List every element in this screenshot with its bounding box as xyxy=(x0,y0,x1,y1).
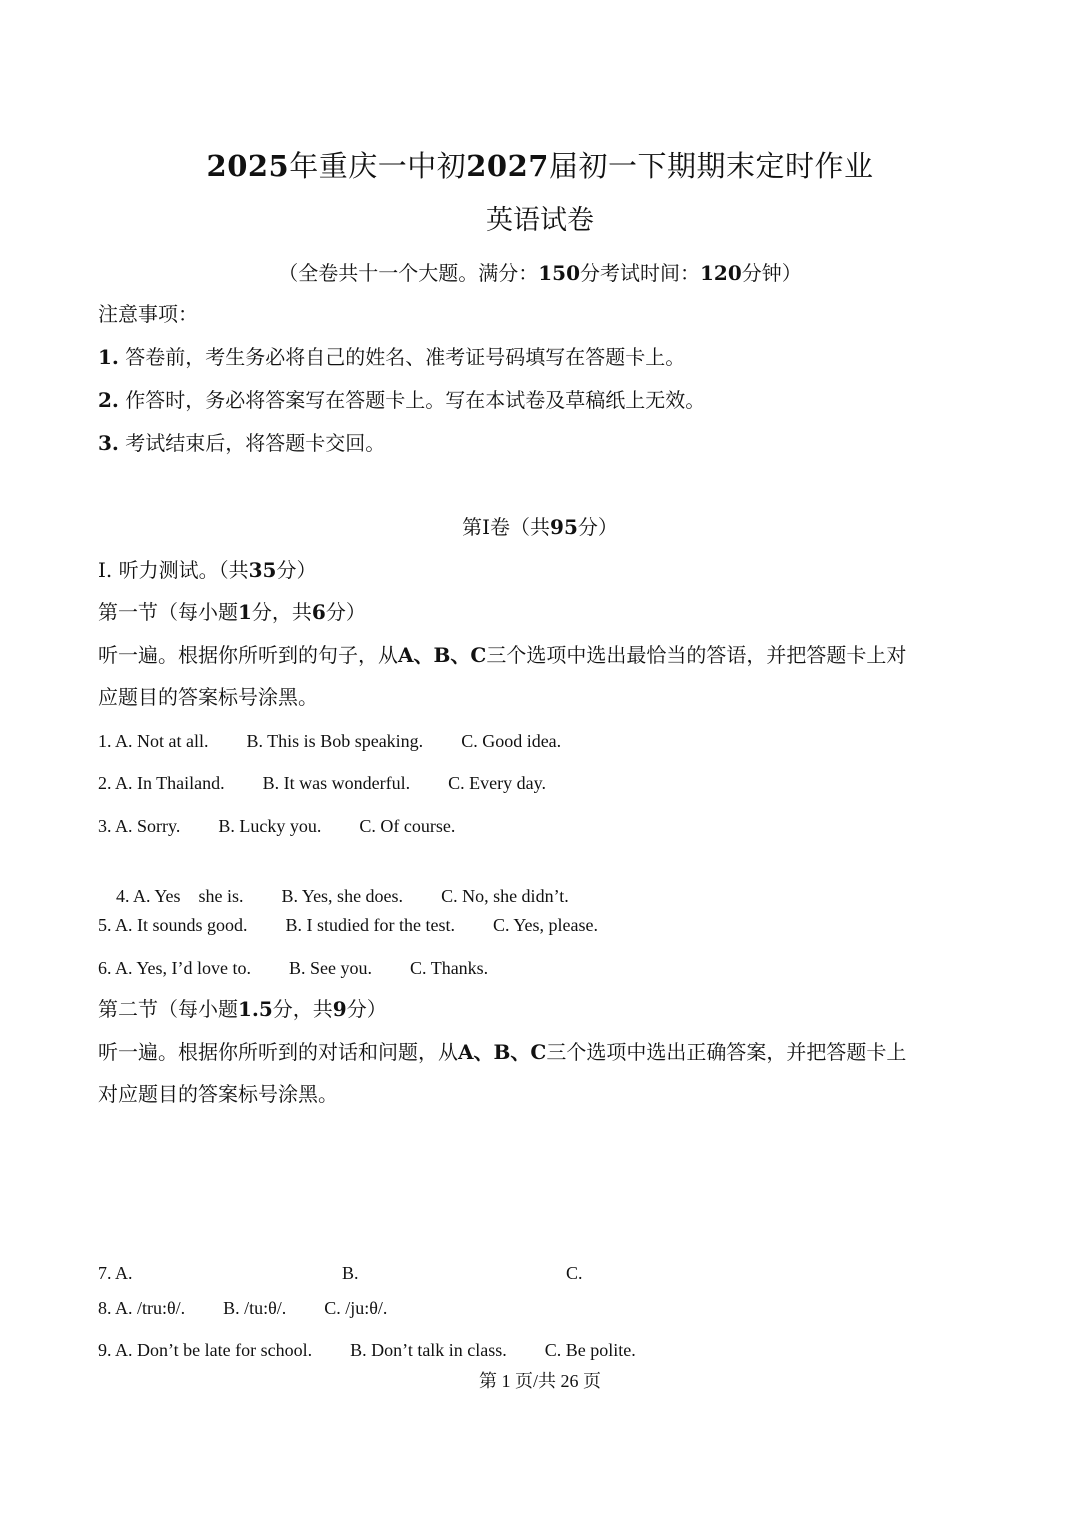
exam-info-text-2: 分考试时间： xyxy=(580,261,700,285)
note-item xyxy=(98,385,705,415)
option-a: 5. A. It sounds good. xyxy=(98,915,248,935)
option-c: C. /ju:θ/. xyxy=(324,1298,388,1318)
section2-total-score: 9 xyxy=(332,997,347,1021)
option-c: C. Thanks. xyxy=(410,958,489,978)
title-text-2: 届初一下期期末定时作业 xyxy=(548,149,874,183)
option-c: C. Good idea. xyxy=(461,731,562,751)
note-text: 考试结束后，将答题卡交回。 xyxy=(125,431,386,455)
option-c: C. No, she didn’t. xyxy=(441,886,569,906)
section2-instruction xyxy=(98,1037,906,1067)
page-footer: 第 1 页/共 26 页 xyxy=(478,1371,601,1391)
question-row xyxy=(98,954,488,982)
volume-score: 95 xyxy=(550,515,578,539)
part-text-2: 分） xyxy=(276,558,317,582)
instruction-text: 听一遍。根据你所听到的句子，从 xyxy=(98,643,398,667)
note-number: 3. xyxy=(98,431,119,455)
section1-head-text: 第一节（每小题 xyxy=(98,600,238,624)
option-b: B. See you. xyxy=(289,958,373,978)
volume-heading xyxy=(0,512,1080,542)
part-score: 35 xyxy=(248,558,277,582)
q7-option-b: B. xyxy=(342,1263,359,1283)
note-item xyxy=(98,342,685,372)
option-b: B. Yes, she does. xyxy=(281,886,404,906)
question-row xyxy=(98,1294,387,1322)
question-row xyxy=(98,911,598,939)
q7-option-c: C. xyxy=(566,1263,583,1283)
note-text: 作答时，务必将答案写在答题卡上。写在本试卷及草稿纸上无效。 xyxy=(125,388,706,412)
option-b: B. I studied for the test. xyxy=(285,915,455,935)
section1-head-mid: 分，共 xyxy=(251,600,312,624)
section2-head-mid: 分，共 xyxy=(272,997,333,1021)
section2-instruction-cont: 对应题目的答案标号涂黑。 xyxy=(98,1082,338,1106)
question-row xyxy=(98,727,561,755)
notes-heading: 注意事项： xyxy=(98,302,198,326)
instruction-text: 三个选项中选出最恰当的答语，并把答题卡上对 xyxy=(486,643,907,667)
exam-full-score: 150 xyxy=(538,261,580,285)
section2-head-end: 分） xyxy=(346,997,387,1021)
instruction-options: A、B、C xyxy=(398,643,487,667)
exam-info-text-3: 分钟） xyxy=(741,261,802,285)
exam-info-text-1: （全卷共十一个大题。满分： xyxy=(278,261,539,285)
part-heading xyxy=(98,555,316,585)
option-b: B. /tu:θ/. xyxy=(223,1298,287,1318)
option-c: C. Of course. xyxy=(359,816,456,836)
note-number: 2. xyxy=(98,388,119,412)
option-a: 6. A. Yes, I’d love to. xyxy=(98,958,252,978)
instruction-text: 三个选项中选出正确答案，并把答题卡上 xyxy=(546,1040,907,1064)
section1-total-score: 6 xyxy=(311,600,326,624)
part-text-1: Ⅰ. 听力测试。（共 xyxy=(98,558,249,582)
page-title xyxy=(0,146,1080,186)
option-a: 4. A. Yes she is. xyxy=(116,886,244,906)
note-number: 1. xyxy=(98,345,119,369)
title-year: 2025 xyxy=(206,149,290,183)
option-b: B. Don’t talk in class. xyxy=(350,1340,507,1360)
question-row xyxy=(98,812,455,840)
option-a: 9. A. Don’t be late for school. xyxy=(98,1340,313,1360)
note-text: 答卷前，考生务必将自己的姓名、准考证号码填写在答题卡上。 xyxy=(125,345,686,369)
section1-heading xyxy=(98,597,366,627)
instruction-text: 听一遍。根据你所听到的对话和问题，从 xyxy=(98,1040,458,1064)
option-b: B. This is Bob speaking. xyxy=(246,731,424,751)
option-b: B. Lucky you. xyxy=(218,816,322,836)
note-item xyxy=(98,428,385,458)
option-c: C. Every day. xyxy=(448,773,546,793)
section2-each-score: 1.5 xyxy=(238,997,273,1021)
option-b: B. It was wonderful. xyxy=(262,773,411,793)
section1-instruction-cont: 应题目的答案标号涂黑。 xyxy=(98,685,318,709)
section2-head-text: 第二节（每小题 xyxy=(98,997,238,1021)
section1-instruction xyxy=(98,640,906,670)
option-a: 2. A. In Thailand. xyxy=(98,773,225,793)
section1-each-score: 1 xyxy=(238,600,252,624)
title-grade-year: 2027 xyxy=(466,149,549,183)
instruction-options: A、B、C xyxy=(458,1040,547,1064)
section1-head-end: 分） xyxy=(325,600,366,624)
option-a: 1. A. Not at all. xyxy=(98,731,209,751)
exam-duration: 120 xyxy=(700,261,742,285)
option-c: C. Be polite. xyxy=(544,1340,636,1360)
question-row xyxy=(98,769,546,797)
section2-heading xyxy=(98,994,387,1024)
question-row xyxy=(98,1336,636,1364)
volume-text-2: 分） xyxy=(577,515,618,539)
exam-info xyxy=(0,258,1080,288)
option-c: C. Yes, please. xyxy=(493,915,599,935)
page-subtitle: 英语试卷 xyxy=(486,205,594,236)
option-a: 8. A. /tru:θ/. xyxy=(98,1298,186,1318)
q7-option-a: 7. A. xyxy=(98,1263,133,1283)
option-a: 3. A. Sorry. xyxy=(98,816,181,836)
title-text-1: 年重庆一中初 xyxy=(289,149,467,183)
volume-text-1: 第Ⅰ卷（共 xyxy=(462,515,551,539)
